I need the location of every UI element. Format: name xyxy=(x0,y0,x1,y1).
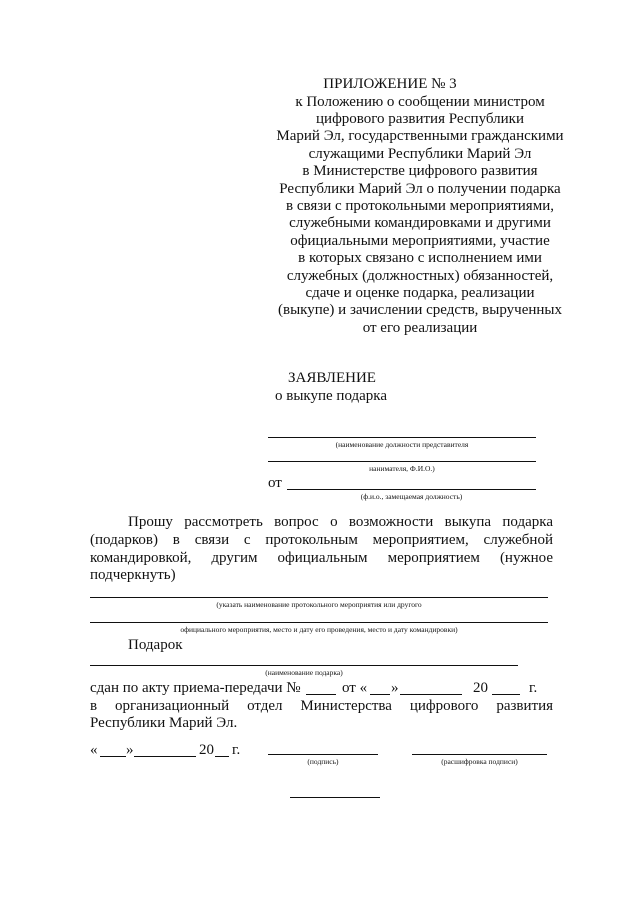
act-line xyxy=(90,680,301,697)
request-line-3: командировкой, другим официальным мероприятием (нужное xyxy=(90,550,553,566)
date-day-line[interactable] xyxy=(100,756,126,757)
appendix-title: ПРИЛОЖЕНИЕ № 3 xyxy=(323,76,457,92)
request-line-4: подчеркнуть) xyxy=(90,567,176,583)
date-month-line[interactable] xyxy=(134,756,196,757)
appendix-line: в связи с протокольными мероприятиями, xyxy=(286,197,554,214)
act-year-suffix: г. xyxy=(529,680,538,696)
act-number-line[interactable] xyxy=(306,694,336,695)
event-line-1[interactable] xyxy=(90,597,548,598)
applicant-line[interactable] xyxy=(287,489,536,490)
request-line-1: Прошу рассмотреть вопрос о возможности выкупа подарка xyxy=(128,514,553,530)
representative-name-line[interactable] xyxy=(268,461,536,462)
date-year-suffix: г. xyxy=(232,742,241,758)
act-quote-close: » xyxy=(391,680,399,696)
appendix-line: официальными мероприятиями, участие xyxy=(290,232,550,249)
document-subtitle: о выкупе подарка xyxy=(275,388,388,404)
appendix-line: к Положению о сообщении министром xyxy=(295,93,545,110)
appendix-line: служебными командировками и другими xyxy=(289,215,551,232)
appendix-text xyxy=(270,94,570,338)
appendix-line: (выкупе) и зачислении средств, вырученных xyxy=(278,302,562,319)
date-close-quote: » xyxy=(126,742,134,758)
representative-caption: (наименование должности представителя xyxy=(335,440,469,449)
date-year-line[interactable] xyxy=(215,756,229,757)
applicant-caption: (ф.и.о., замещаемая должность) xyxy=(360,492,463,501)
act-from-label: от « xyxy=(342,680,368,696)
event-caption-1: (указать наименование протокольного мероприятия или другого xyxy=(216,600,422,609)
appendix-line: цифрового развития Республики xyxy=(316,110,524,127)
document-title: ЗАЯВЛЕНИЕ xyxy=(288,370,376,386)
act-month-line[interactable] xyxy=(400,694,462,695)
representative-position-line[interactable] xyxy=(268,437,536,438)
act-prefix: сдан по акту приема-передачи № xyxy=(90,680,301,696)
appendix-line: служебных (должностных) обязанностей, xyxy=(286,267,554,284)
date-year-prefix: 20 xyxy=(199,742,214,758)
appendix-line: Марий Эл, государственными гражданскими xyxy=(276,128,564,145)
appendix-line: в Министерстве цифрового развития xyxy=(302,163,538,180)
signature-caption: (подпись) xyxy=(307,757,339,766)
employer-caption: нанимателя, Ф.И.О.) xyxy=(369,464,435,473)
appendix-line: Республики Марий Эл о получении подарка xyxy=(279,180,561,197)
gift-name-line[interactable] xyxy=(90,665,518,666)
gift-label: Подарок xyxy=(128,637,183,653)
date-open-quote: « xyxy=(90,742,98,758)
appendix-line: от его реализации xyxy=(362,319,478,336)
request-line-2: (подарков) в связи с протокольным мероприятием, служебной xyxy=(90,532,553,548)
signature-decode-line[interactable] xyxy=(412,754,547,755)
signature-line[interactable] xyxy=(268,754,378,755)
act-year-prefix: 20 xyxy=(473,680,488,696)
appendix-line: служащими Республики Марий Эл xyxy=(308,145,532,162)
act-day-line[interactable] xyxy=(370,694,390,695)
department-line: в организационный отдел Министерства цифрового развития xyxy=(90,698,553,714)
footer-separator xyxy=(290,797,380,798)
appendix-line: в которых связано с исполнением ими xyxy=(298,250,542,267)
from-label: от xyxy=(268,475,282,491)
gift-caption: (наименование подарка) xyxy=(265,668,343,677)
event-caption-2: официального мероприятия, место и дату его проведения, место и дату командировки) xyxy=(180,625,458,634)
department-line-last: Республики Марий Эл. xyxy=(90,715,238,731)
appendix-line: сдаче и оценке подарка, реализации xyxy=(305,284,535,301)
signature-decode-caption: (расшифровка подписи) xyxy=(441,757,518,766)
act-year-line[interactable] xyxy=(492,694,520,695)
event-line-2[interactable] xyxy=(90,622,548,623)
